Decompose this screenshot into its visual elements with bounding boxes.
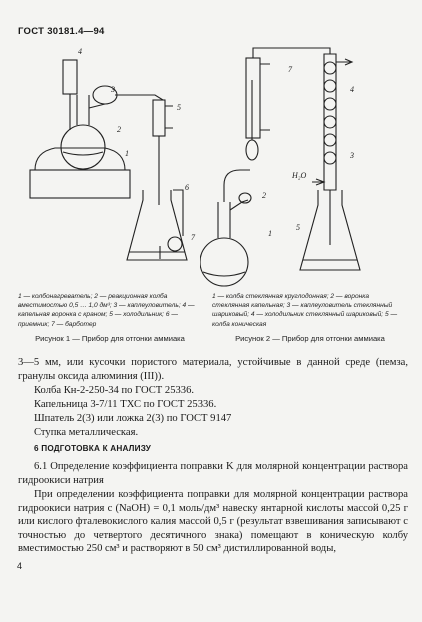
document-header: ГОСТ 30181.4—94 — [18, 26, 105, 37]
fig2-label: H₂O — [292, 171, 307, 180]
figure-2-caption-items: 1 — колба стеклянная круглодонная; 2 — воронка стеклянная капельная; 3 — каплеуловитель стеклянный шариковый; 4 — холодильник стеклянный шариковый; 5 — колба коническая — [212, 293, 398, 328]
fig1-label: 3 — [111, 85, 115, 94]
figure-1-caption-items: 1 — колбонагреватель; 2 — реакционная колба вместимостью 0,5 … 1,0 дм³; 3 — каплеуловитель; 4 — капельная воронка с краном; 5 — холодильник; 6 — приемник; 7 — барботер — [18, 293, 195, 328]
section-heading: 6 ПОДГОТОВКА К АНАЛИЗУ — [34, 444, 152, 453]
fig1-label: 1 — [125, 149, 129, 158]
fig1-label: 4 — [78, 47, 82, 56]
paragraph-continuation: 3—5 мм, или кусочки пористого материала, устойчивые в данной среде (пемза, гранулы оксида алюминия (III)). — [18, 357, 408, 382]
equipment-line: Ступка металлическая. — [34, 427, 139, 438]
figure-1-labels — [15, 40, 215, 280]
fig1-label: 2 — [117, 125, 121, 134]
fig2-label: 5 — [296, 223, 300, 232]
fig1-label: 7 — [191, 233, 195, 242]
paragraph-6-1: 6.1 Определение коэффициента поправки K для молярной концентрации раствора гидроокиси натрия — [18, 461, 408, 486]
fig2-label: 1 — [268, 229, 272, 238]
paragraph-main: При определении коэффициента поправки для молярной концентрации раствора гидроокиси натрия c (NaOH) = 0,1 моль/дм³ навеску янтарной кислоты массой 0,25 г или кислого фталевокислого калия массой 0,5 г (результат взвешивания записывают с точностью до четвертого десятичного знака) помещают в коническую колбу вместимостью 250 см³ и растворяют в 50 см³ дистиллированной воды, — [18, 489, 408, 555]
fig2-label: 7 — [288, 65, 292, 74]
fig2-label: 2 — [262, 191, 266, 200]
fig1-label: 6 — [185, 183, 189, 192]
fig2-label: 3 — [350, 151, 354, 160]
page-number: 4 — [17, 561, 23, 571]
figure-2-labels — [200, 40, 380, 290]
equipment-line: Капельница 3-7/11 ТХС по ГОСТ 25336. — [34, 399, 217, 410]
figure-2-title: Рисунок 2 — Прибор для отгонки аммиака — [235, 334, 385, 343]
equipment-line: Шпатель 2(3) или ложка 2(3) по ГОСТ 9147 — [34, 413, 232, 424]
figure-1-title: Рисунок 1 — Прибор для отгонки аммиака — [35, 334, 185, 343]
fig1-label: 5 — [177, 103, 181, 112]
equipment-line: Колба Кн-2-250-34 по ГОСТ 25336. — [34, 385, 195, 396]
fig2-label: 4 — [350, 85, 354, 94]
